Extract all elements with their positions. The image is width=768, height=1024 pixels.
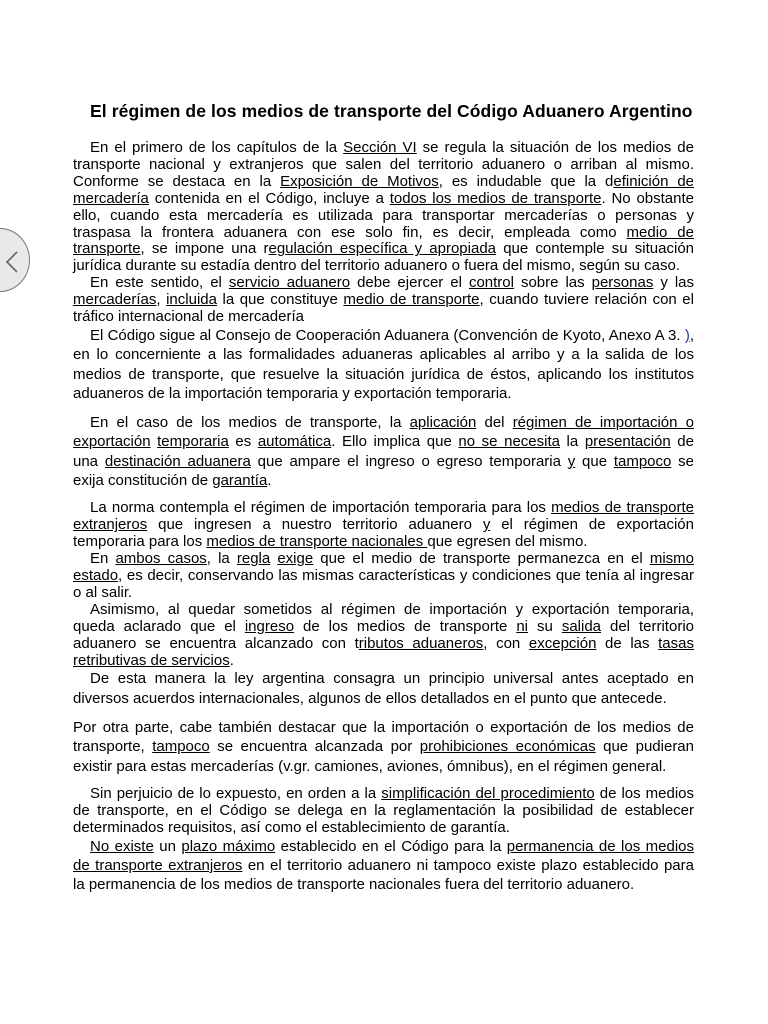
underlined-term: ributos aduaneros [358,634,484,652]
underlined-term: Sección VI [343,139,417,156]
underlined-term: ni [516,617,529,635]
document-body [73,101,694,895]
document-title: El régimen de los medios de transporte del Código Aduanero Argentino [90,101,693,121]
underlined-term: personas [591,274,654,292]
underlined-term: mismo estado [73,550,695,584]
paragraph-por-otra-parte: Por otra parte, cabe también destacar que la importación o exportación de los medios de transporte, tampoco se encuentra alcanzada por prohibiciones económicas que pudieran existir para estas mercaderías (v.gr. camiones, aviones, ómnibus), en el régimen general. [73,719,694,775]
underlined-term: destinación aduanera [104,452,251,470]
underlined-term: egulación específica y apropiada [268,240,497,258]
underlined-term: medios de transporte nacionales [206,533,428,551]
underlined-term: régimen de importación o exportación [73,414,694,451]
underlined-term: temporaria [157,433,229,451]
underlined-term: control [468,274,514,292]
underlined-term: excepción [528,634,597,652]
paragraph-ley-argentina: De esta manera la ley argentina consagra un principio universal antes aceptado en diversos acuerdos internacionales, algunos de ellos detallados en el punto que antecede. [73,670,694,707]
underlined-term: regla [236,550,271,568]
underlined-term: ingreso [244,617,295,635]
underlined-term: todos los medios de transporte [389,189,602,207]
footnote-link[interactable]: ) [684,326,690,344]
underlined-term: plazo máximo [181,837,276,855]
underlined-term: automática [257,433,332,451]
underlined-term: salida [561,617,602,635]
underlined-term: incluida [166,291,217,309]
paragraph-sección-vi: En el primero de los capítulos de la Sección VI se regula la situación de los medios de transporte nacional y extranjeros que salen del territorio aduanero o arriban al mismo. Conforme se destaca en la Exposición de Motivos, es indudable que la definición de mercadería contenida en el Código, incluye a todos los medios de transporte. No obstante ello, cuando esta mercadería es utilizada para transportar mercaderías o personas y traspasa la frontera aduanera con ese solo fin, es decir, empleada como medio de transporte, se impone una regulación específica y apropiada que contemple su situación jurídica durante su estadía dentro del territorio aduanero o fuera del mismo, según su caso. [73,139,695,275]
underlined-term: tasas retributivas de servicios [73,634,694,669]
underlined-term: y [482,516,491,534]
underlined-term: exige [277,550,314,568]
underlined-term: no se necesita [458,433,560,451]
underlined-term: medio de transporte [343,291,480,309]
underlined-term: No existe [90,837,154,855]
paragraph-kyoto: El Código sigue al Consejo de Cooperación Aduanera (Convención de Kyoto, Anexo A 3. ), en lo concerniente a las formalidades aduaneras aplicables al arribo y a la salida de los medios de transporte, que resuelve la situación jurídica de éstos, aplicando los institutos aduaneros de la importación temporaria y exportación temporaria. [73,326,694,402]
underlined-term: medios de transporte extranjeros [73,499,694,534]
underlined-term: mercaderías [73,291,157,309]
underlined-term: permanencia de los medios de transporte extranjeros [73,837,694,874]
underlined-term: tampoco [613,452,672,470]
underlined-term: ambos casos [115,550,207,568]
paragraph-sin-perjuicio: Sin perjuicio de lo expuesto, en orden a la simplificación del procedimiento de los medios de transporte, en el Código se delega en la reglamentación la posibilidad de establecer determinados requisitos, así como el establecimiento de garantía. [73,784,695,836]
underlined-term: efinición de mercadería [73,172,695,207]
underlined-term: simplificación del procedimiento [381,784,595,802]
paragraph-servicio-aduanero: En este sentido, el servicio aduanero debe ejercer el control sobre las personas y las mercaderías, incluida la que constituye medio de transporte, cuando tuviere relación con el tráfico internacional de mercadería [73,274,694,326]
previous-page-button[interactable] [0,228,30,292]
underlined-term: Exposición de Motivos [280,172,439,190]
underlined-term: presentación [584,433,671,451]
underlined-term: tampoco [152,738,210,756]
paragraph-ambos-casos: En ambos casos, la regla exige que el medio de transporte permanezca en el mismo estado, es decir, conservando las mismas características y condiciones que tenía al ingresar o al salir. [73,550,695,601]
underlined-term: aplicación [409,414,477,432]
paragraph-aplicacion-automatica: En el caso de los medios de transporte, la aplicación del régimen de importación o exportación temporaria es automática. Ello implica que no se necesita la presentación de una destinación aduanera que ampare el ingreso o egreso temporaria y que tampoco se exija constitución de garantía. [73,414,694,490]
underlined-term: y [567,452,576,470]
paragraph-asimismo: Asimismo, al quedar sometidos al régimen de importación y exportación temporaria, queda aclarado que el ingreso de los medios de transporte ni su salida del territorio aduanero se encuentra alcanzado con tributos aduaneros, con excepción de las tasas retributivas de servicios. [73,600,694,669]
underlined-term: garantía [212,472,268,490]
underlined-term: prohibiciones económicas [419,738,596,756]
paragraph-no-existe: No existe un plazo máximo establecido en el Código para la permanencia de los medios de transporte extranjeros en el territorio aduanero ni tampoco existe plazo establecido para la permanencia de los medios de transporte nacionales fuera del territorio aduanero. [73,837,694,894]
underlined-term: servicio aduanero [228,274,351,292]
underlined-term: medio de transporte [73,223,694,258]
paragraph-norma: La norma contempla el régimen de importación temporaria para los medios de transporte extranjeros que ingresen a nuestro territorio aduanero y el régimen de exportación temporaria para los medios de transporte nacionales que egresen del mismo. [73,499,694,551]
chevron-left-icon [5,250,19,274]
